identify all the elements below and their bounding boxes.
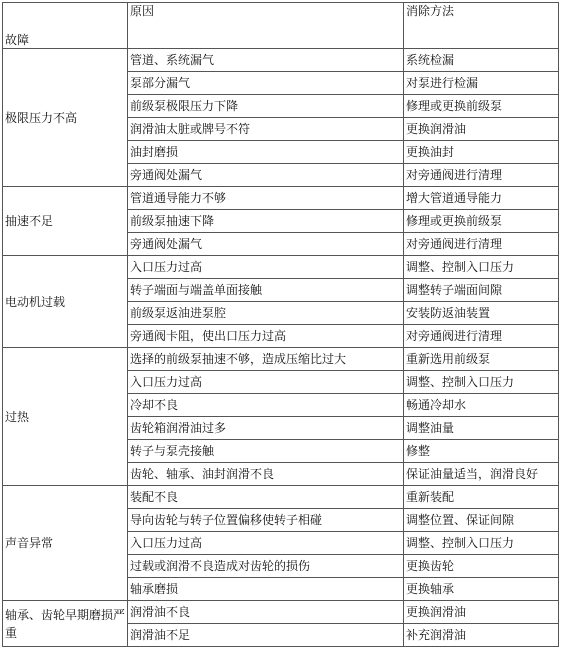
remedy-cell: 对旁通阀进行清理	[404, 233, 559, 256]
remedy-cell: 修理或更换前级泵	[404, 210, 559, 233]
cause-cell: 装配不良	[128, 486, 404, 509]
header-remedy: 消除方法	[404, 3, 559, 49]
table-row	[3, 486, 559, 509]
cause-cell: 齿轮、轴承、油封润滑不良	[128, 463, 404, 486]
remedy-cell: 重新装配	[404, 486, 559, 509]
cause-cell: 过载或润滑不良造成对齿轮的损伤	[128, 555, 404, 578]
remedy-cell: 调整、控制入口压力	[404, 256, 559, 279]
fault-cell: 电动机过载	[3, 256, 128, 348]
cause-cell: 润滑油太脏或牌号不符	[128, 118, 404, 141]
fault-cause-remedy-table	[2, 2, 559, 647]
remedy-cell: 修理或更换前级泵	[404, 95, 559, 118]
remedy-cell: 更换齿轮	[404, 555, 559, 578]
remedy-cell: 补充润滑油	[404, 624, 559, 647]
remedy-cell: 安装防返油装置	[404, 302, 559, 325]
fault-cell: 抽速不足	[3, 187, 128, 256]
remedy-cell: 对旁通阀进行清理	[404, 325, 559, 348]
table-row	[3, 187, 559, 210]
fault-cell: 声音异常	[3, 486, 128, 601]
cause-cell: 旁通阀处漏气	[128, 233, 404, 256]
cause-cell: 导向齿轮与转子位置偏移使转子相碰	[128, 509, 404, 532]
cause-cell: 旁通阀处漏气	[128, 164, 404, 187]
remedy-cell: 对旁通阀进行清理	[404, 164, 559, 187]
cause-cell: 前级泵返油进泵腔	[128, 302, 404, 325]
remedy-cell: 调整位置、保证间隙	[404, 509, 559, 532]
cause-cell: 管道、系统漏气	[128, 49, 404, 72]
remedy-cell: 调整油量	[404, 417, 559, 440]
remedy-cell: 增大管道通导能力	[404, 187, 559, 210]
cause-cell: 润滑油不足	[128, 624, 404, 647]
remedy-cell: 更换油封	[404, 141, 559, 164]
cause-cell: 入口压力过高	[128, 532, 404, 555]
table-row	[3, 49, 559, 72]
remedy-cell: 更换轴承	[404, 578, 559, 601]
cause-cell: 油封磨损	[128, 141, 404, 164]
cause-cell: 齿轮箱润滑油过多	[128, 417, 404, 440]
header-cause: 原因	[128, 3, 404, 49]
cause-cell: 轴承磨损	[128, 578, 404, 601]
table-row	[3, 348, 559, 371]
cause-cell: 转子与泵壳接触	[128, 440, 404, 463]
cause-cell: 前级泵极限压力下降	[128, 95, 404, 118]
fault-cell: 极限压力不高	[3, 49, 128, 187]
remedy-cell: 调整、控制入口压力	[404, 532, 559, 555]
fault-cell: 轴承、齿轮早期磨损严重	[3, 601, 128, 647]
cause-cell: 前级泵抽速下降	[128, 210, 404, 233]
remedy-cell: 修整	[404, 440, 559, 463]
remedy-cell: 系统检漏	[404, 49, 559, 72]
remedy-cell: 畅通冷却水	[404, 394, 559, 417]
cause-cell: 润滑油不良	[128, 601, 404, 624]
remedy-cell: 更换润滑油	[404, 118, 559, 141]
header-row	[3, 3, 559, 49]
cause-cell: 选择的前级泵抽速不够，造成压缩比过大	[128, 348, 404, 371]
cause-cell: 泵部分漏气	[128, 72, 404, 95]
table-row	[3, 256, 559, 279]
remedy-cell: 更换润滑油	[404, 601, 559, 624]
remedy-cell: 保证油量适当，润滑良好	[404, 463, 559, 486]
remedy-cell: 对泵进行检漏	[404, 72, 559, 95]
remedy-cell: 调整、控制入口压力	[404, 371, 559, 394]
cause-cell: 冷却不良	[128, 394, 404, 417]
header-fault: 故障	[3, 3, 128, 49]
table-row	[3, 601, 559, 624]
table-body	[3, 3, 559, 647]
cause-cell: 入口压力过高	[128, 256, 404, 279]
remedy-cell: 调整转子端面间隙	[404, 279, 559, 302]
cause-cell: 入口压力过高	[128, 371, 404, 394]
cause-cell: 转子端面与端盖单面接触	[128, 279, 404, 302]
cause-cell: 管道通导能力不够	[128, 187, 404, 210]
fault-cell: 过热	[3, 348, 128, 486]
remedy-cell: 重新选用前级泵	[404, 348, 559, 371]
cause-cell: 旁通阀卡阻，使出口压力过高	[128, 325, 404, 348]
